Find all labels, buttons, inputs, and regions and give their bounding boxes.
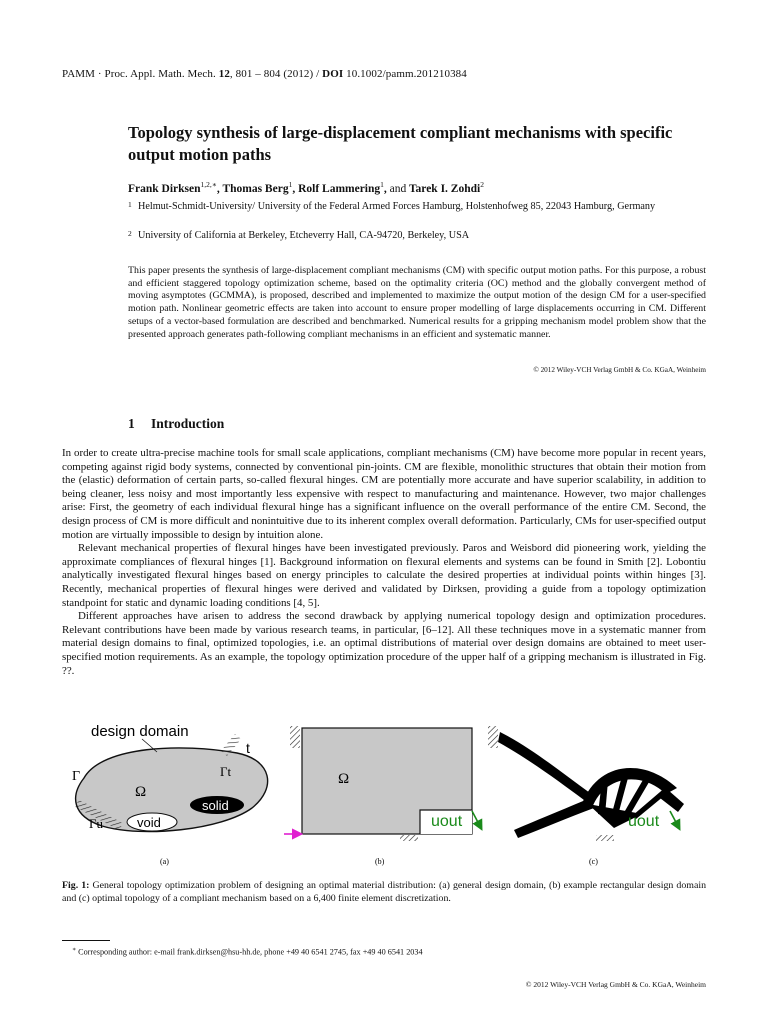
omega-b-label: Ω [338,771,350,787]
affiliation-2: 2 University of California at Berkeley, Etcheverry Hall, CA-94720, Berkeley, USA [128,229,470,241]
abstract-copyright: © 2012 Wiley-VCH Verlag GmbH & Co. KGaA, Weinheim [533,366,706,374]
author-2: Thomas Berg$^1$ [222,180,293,195]
top-left-support-c [488,726,498,748]
paragraph: In order to create ultra-precise machine tools for small scale applications, compliant mechanisms (CM) have become more popular in recent years, competing against rigid body systems, connected by conventional pin-joints. CM are flexible, monolithic structures that obtain their motion from the (elastic) deformation of certain parts, so-called flexural hinges. CM are potentially more accurate and have superior scalability, in addition to being cleaner, less noisy and most importantly less expensive with respect to manufacturing and maintenance. However, two major challenges arise: First, the geometry of each individual flexural hinge has a significant influence on the overall performance of the entire CM. Second, the design process of CM is more difficult and nonintuitive due to its inherent complex overall deformation. Particularly, CMs for user-specified output motion are virtually impossible to design by intuition alone. [62,447,706,541]
uout-b-label: uout [431,813,463,830]
subfig-a-label: (a) [160,857,169,866]
subfig-b-label: (b) [375,857,385,866]
design-domain-label: design domain [91,723,189,740]
subfig-c-label: (c) [589,857,598,866]
abstract: This paper presents the synthesis of large-displacement compliant mechanisms (CM) with specific output motion paths. For this purpose, a robust and efficient staggered topology optimization scheme, based on the optimality criteria (OC) method and the globally convergent method of moving asymptotes (GCMMA), is proposed, described and implemented to maximize the output motion of the design CM for a user-specified motion path. Nonlinear geometric effects are taken into account to ensure proper modelling of large displacements occurring in CM. Different setups of a vector-based formulation are described and benchmarked. Numerical results for a gripping mechanism model problem show that the presented approach generates path-following compliant mechanisms in an efficient and systematic manner. [128,265,706,340]
bottom-support-c [596,835,614,841]
footnote: ∗ Corresponding author: e-mail frank.dirksen@hsu-hh.de, phone +49 40 6541 2745, fax +49 40 6541 2034 [72,947,423,957]
uout-c-label: uout [628,813,660,830]
panel-c-optimal-topology [488,726,684,866]
gamma-u-label: Γu [89,816,104,831]
affiliation-1: 1 Helmut-Schmidt-University/ University of the Federal Armed Forces Hamburg, Holstenhofweg 85, 22043 Hamburg, Germany [128,200,656,212]
journal-header: PAMM · Proc. Appl. Math. Mech. 12, 801 – 804 (2012) / DOI 10.1002/pamm.201210384 [62,68,467,80]
panel-b-rectangular-domain [284,726,481,866]
panel-a-general-domain [72,723,268,866]
gamma-t-label: Γt [220,764,232,779]
output-arrow-b [472,811,481,828]
figure-caption: Fig. 1: General topology optimization problem of designing an optimal material distribution: (a) general design domain, (b) example rectangular design domain and (c) optimal topology of a compliant mechanism based on a 6,400 finite element discretization. [62,880,707,904]
page-footer: © 2012 Wiley-VCH Verlag GmbH & Co. KGaA, Weinheim [525,980,706,989]
paragraph: Different approaches have arisen to address the second drawback by applying numerical topology design and optimization procedures. Relevant contributions have been made by various research teams, in particular, [6–12]. All these techniques move in a systematic manner from material design domains to final, optimized topologies, i.e. an optimal distributions of material over design domains are obtained to meet user-specified motion requirements. As an example, the topology optimization procedure of the upper half of a gripping mechanism is illustrated in Fig. ??. [62,610,706,677]
footnote-rule [62,940,110,941]
paper-title: Topology synthesis of large-displacement compliant mechanisms with specific output motion paths [128,123,673,164]
solid-label: solid [202,798,229,813]
author-3: Rolf Lammering$^1$ [298,180,384,195]
upper-arm [498,732,590,800]
omega-label: Ω [135,784,147,800]
section-heading: 1 Introduction [128,416,225,431]
author-1: Frank Dirksen$^{1,2,∗}$ [128,180,217,195]
void-label: void [137,815,161,830]
gamma-label: Γ [72,769,81,784]
arch [582,768,677,808]
output-arrow-c [670,811,679,828]
bottom-support [400,835,418,841]
paragraph: Relevant mechanical properties of flexural hinges have been investigated previously. Paros and Weisbord did pioneering work, yielding the approximate compliances of flexural hinges [1]. Background information on flexural elements and systems can be found in Smith [2]. Lobontiu analytically investigated flexural hinges based on energy principles to calculate the desired properties at individual points within hinges [3]. Recently, mechanical properties of flexural hinges were derived and validated by Dirksen, providing a guide from a topology optimization standpoint for static and dynamic loading conditions [4, 5]. [62,542,706,609]
doi-link[interactable]: 10.1002/pamm.201210384 [346,68,467,80]
body-text [62,447,706,678]
traction-label: t [246,740,250,756]
author-4: Tarek I. Zohdi$^2$ [408,180,484,195]
top-left-support [290,726,300,748]
figure-1 [62,718,706,868]
author-list: Frank Dirksen$^{1,2,∗}$, Thomas Berg$^1$, Rolf Lammering$^1$, and Tarek I. Zohdi$^2$ [128,180,484,195]
